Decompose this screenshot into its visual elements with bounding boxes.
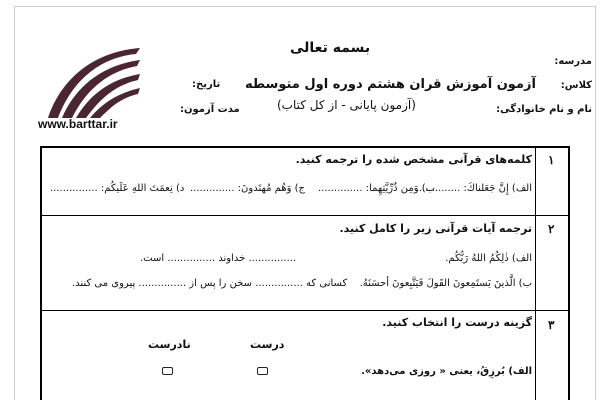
- name-label: نام و نام خانوادگی:: [496, 104, 592, 115]
- number-column-divider: [535, 146, 536, 400]
- question-1-item-a: الف) إِنَّ جَعَلناكَ: ..............: [415, 183, 532, 194]
- false-checkbox[interactable]: [162, 367, 173, 375]
- basmala: بسمه تعالی: [290, 40, 371, 56]
- class-label: کلاس:: [560, 80, 592, 91]
- logo-icon: [40, 42, 150, 120]
- date-label: تاریخ:: [192, 79, 221, 90]
- question-2-line-b-arabic: ب) الَّذينَ يَستَمِعونَ القَولَ فَيَتَّبِعونَ أحسَنَهُ.: [359, 278, 532, 289]
- question-number-2: ۲: [548, 222, 555, 236]
- exam-subtitle: (آزمون پایانی - از کل کتاب): [277, 98, 416, 112]
- question-1-item-d: د) نِعمَتَ اللهِ عَلَيكُم: ...............: [50, 183, 185, 194]
- table-right-border: [568, 146, 570, 400]
- question-3-item-a: الف) بُرزِقُ، یعنی « روزی می‌دهد».: [361, 366, 532, 377]
- website-url[interactable]: www.barttar.ir: [38, 117, 118, 131]
- question-2-line-b-translation: کسانی که ............... سخن را پس از ............... پیروی می کنند.: [72, 278, 348, 289]
- question-2-prompt: ترجمه آیات قرآنی زیر را کامل کنید.: [339, 222, 532, 235]
- true-checkbox[interactable]: [257, 367, 268, 375]
- question-1-item-b: ب) وَمِن ذُرِّيَّتِهِما: ..............: [318, 183, 436, 194]
- column-true-label: درست: [250, 338, 285, 351]
- question-2-line-a-arabic: الف) ذٰلِكُمُ اللهُ رَبُّكُم.: [445, 253, 532, 264]
- question-1-prompt: کلمه‌های قرآنی مشخص شده را ترجمه کنید.: [295, 153, 532, 166]
- table-top-border: [40, 146, 570, 148]
- question-2-line-a-translation: ............... خداوند ............... است.: [140, 253, 297, 264]
- row-divider-2: [40, 310, 570, 311]
- question-number-3: ۳: [548, 318, 555, 332]
- school-label: مدرسه:: [554, 56, 592, 67]
- duration-label: مدت آزمون:: [180, 104, 240, 115]
- question-1-item-c: ج) وَهُم مُهتَدونَ: ..............: [190, 183, 305, 194]
- table-left-border: [40, 146, 42, 400]
- column-false-label: نادرست: [148, 338, 191, 351]
- row-divider-1: [40, 215, 570, 216]
- exam-title: آزمون آموزش قران هشتم دوره اول متوسطه: [245, 77, 536, 92]
- question-number-1: ۱: [548, 153, 555, 167]
- question-3-prompt: گزینه درست را انتخاب کنید.: [382, 316, 532, 329]
